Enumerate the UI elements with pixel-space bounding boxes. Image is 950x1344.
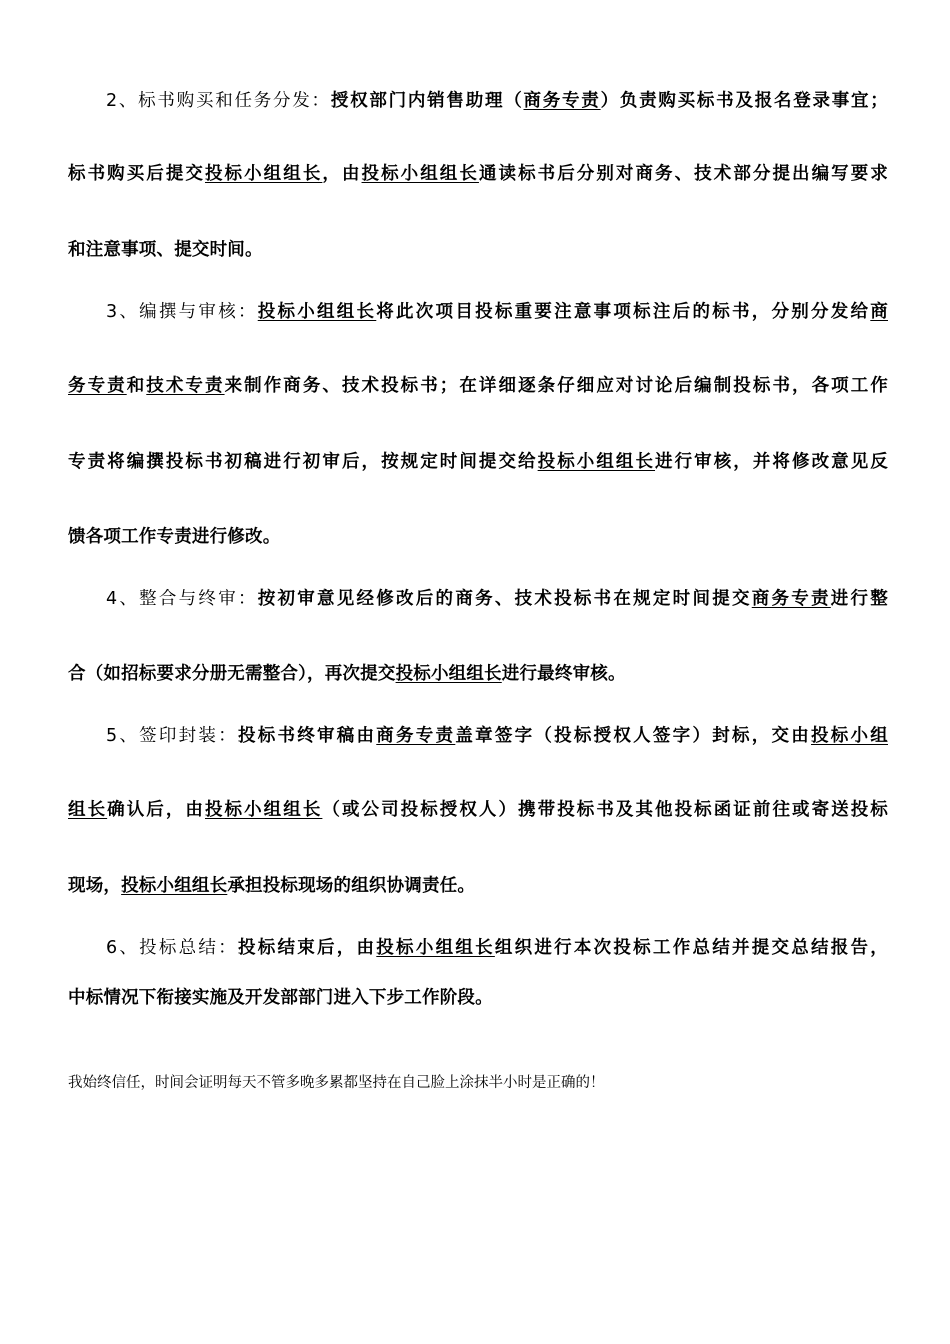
text-span: 确认后，由: [107, 800, 205, 820]
underlined-term: 组长: [68, 800, 108, 820]
text-span: 来制作商务、技术投标书；在详细逐条仔细应对讨论后编制投标书，各项工作: [224, 376, 888, 396]
section-2-line-2: [68, 162, 888, 186]
text-span: 盖章签字（投标授权人签字）封标，交由: [455, 726, 811, 746]
text-span: 进行整: [830, 589, 889, 609]
section-6-line-1: [106, 936, 888, 960]
section-3-line-4: 馈各项工作专责进行修改。: [68, 527, 281, 547]
section-3-heading: 3、编撰与审核：: [106, 302, 258, 322]
footer-note: 我始终信任，时间会证明每天不管多晚多累都坚持在自己脸上涂抹半小时是正确的！: [68, 1075, 605, 1091]
underlined-term: 投标小组组长: [204, 164, 323, 184]
underlined-term: 投标小组组长: [376, 938, 495, 958]
section-2-heading: 2、标书购买和任务分发：: [106, 91, 331, 111]
section-5-heading: 5、签印封装：: [106, 726, 238, 746]
text-span: 进行审核，并将修改意见反: [655, 452, 888, 472]
section-5-line-1: [106, 724, 888, 748]
text-span: 投标书终审稿由: [237, 726, 377, 746]
text-span: ）负责购买标书及报名登录事宜；: [600, 91, 889, 111]
text-span: 合（如招标要求分册无需整合），再次提交: [68, 664, 396, 684]
underlined-term: 投标小组组长: [537, 452, 656, 472]
text-span: （或公司投标授权人）携带投标书及其他投标函证前往或寄送投标: [322, 800, 888, 820]
text-span: 和: [126, 376, 147, 396]
text-span: 现场，: [68, 876, 122, 896]
text-span: 投标结束后，由: [237, 938, 377, 958]
underlined-term: 商务专责: [751, 589, 831, 609]
section-4-heading: 4、整合与终审：: [106, 589, 258, 609]
section-2-line-3: 和注意事项、提交时间。: [68, 240, 263, 260]
underlined-term: 投标小组组长: [257, 302, 377, 322]
text-span: 将此次项目投标重要注意事项标注后的标书，分别分发给: [376, 302, 871, 322]
section-2-line-1: [106, 89, 888, 113]
underlined-term: 技术专责: [146, 376, 225, 396]
section-3-line-3: [68, 450, 888, 474]
section-6-line-2: 中标情况下衔接实施及开发部部门进入下步工作阶段。: [68, 988, 493, 1008]
underlined-term: 投标小组组长: [121, 876, 228, 896]
underlined-term: 商务专责: [523, 91, 601, 111]
underlined-term: 务专责: [68, 376, 127, 396]
underlined-term: 商: [870, 302, 888, 322]
section-5-line-2: [68, 798, 888, 822]
underlined-term: 投标小组: [811, 726, 888, 746]
text-span: 标书购买后提交: [68, 164, 205, 184]
underlined-term: 投标小组组长: [204, 800, 323, 820]
text-span: 按初审意见经修改后的商务、技术投标书在规定时间提交: [257, 589, 752, 609]
text-span: 授权部门内销售助理（: [330, 91, 524, 111]
section-3-line-2: [68, 374, 888, 398]
underlined-term: 投标小组组长: [361, 164, 479, 184]
text-span: 承担投标现场的组织协调责任。: [227, 876, 476, 896]
text-span: 组织进行本次投标工作总结并提交总结报告，: [494, 938, 888, 958]
text-span: ，由: [322, 164, 362, 184]
section-6-heading: 6、投标总结：: [106, 938, 238, 958]
text-span: 进行最终审核。: [501, 664, 626, 684]
underlined-term: 投标小组组长: [395, 664, 502, 684]
underlined-term: 商务专责: [376, 726, 456, 746]
section-3-line-1: [106, 300, 888, 324]
section-5-line-3: [68, 874, 888, 898]
section-4-line-1: [106, 587, 888, 611]
text-span: 专责将编撰投标书初稿进行初审后，按规定时间提交给: [68, 452, 538, 472]
section-4-line-2: [68, 662, 888, 686]
text-span: 通读标书后分别对商务、技术部分提出编写要求: [478, 164, 888, 184]
